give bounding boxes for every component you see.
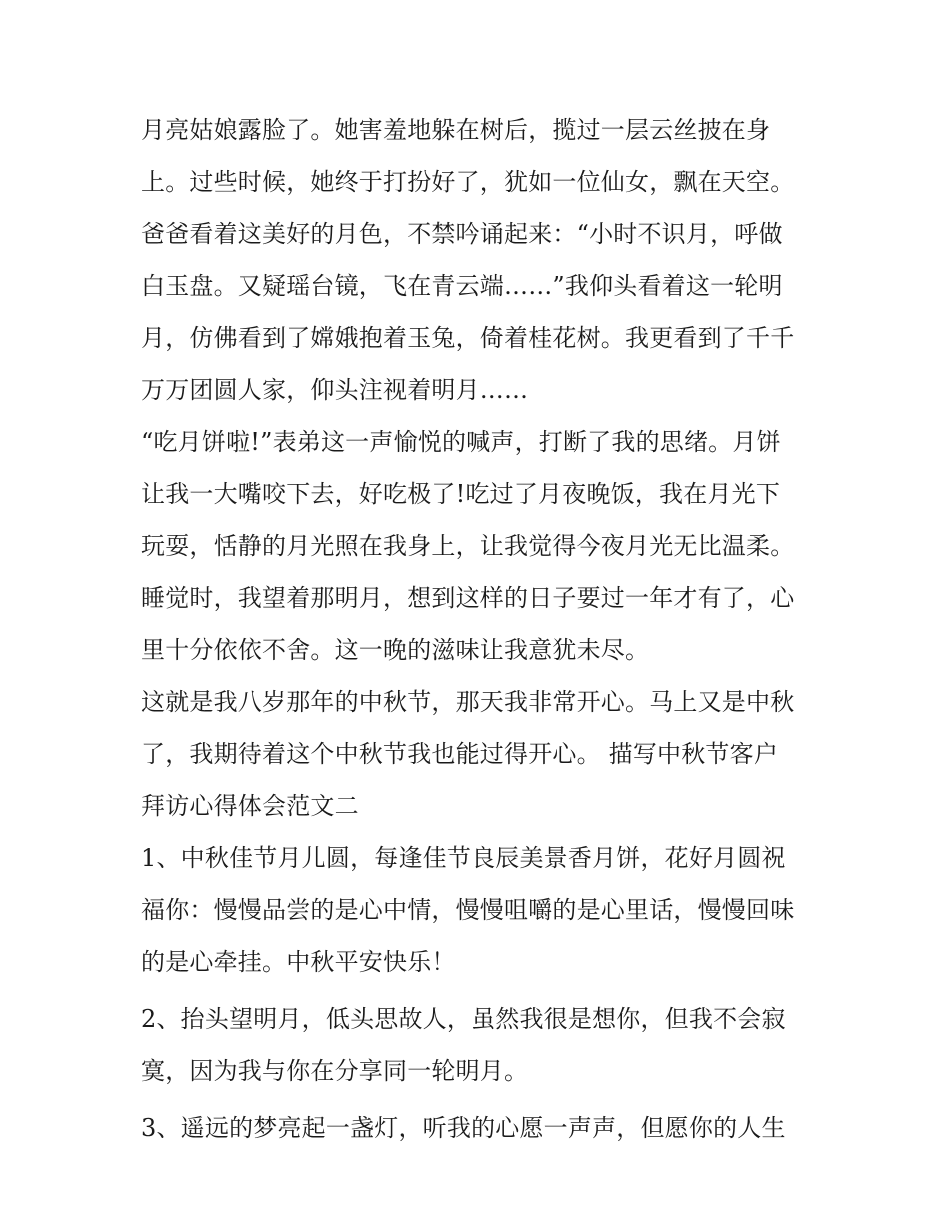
text-line: 2、抬头望明月，低头思故人，虽然我很是想你，但我不会寂 [141,1005,786,1033]
text-line: 拜访心得体会范文二 [141,792,359,820]
text-line: 1、中秋佳节月儿圆，每逢佳节良辰美景香月饼，花好月圆祝 [141,844,786,872]
text-line: 上。过些时候，她终于打扮好了，犹如一位仙女，飘在天空。 [141,168,795,196]
text-line: 爸爸看着这美好的月色，不禁吟诵起来：“小时不识月，呼做 [141,220,783,248]
text-line: 这就是我八岁那年的中秋节，那天我非常开心。马上又是中秋 [141,688,795,716]
document-body [141,104,821,1154]
text-line: 福你：慢慢品尝的是心中情，慢慢咀嚼的是心里话，慢慢回味 [141,896,795,924]
text-line: 月，仿佛看到了嫦娥抱着玉兔，倚着桂花树。我更看到了千千 [141,324,795,352]
text-line: 睡觉时，我望着那明月，想到这样的日子要过一年才有了，心 [141,584,795,612]
text-line: 寞，因为我与你在分享同一轮明月。 [141,1057,529,1085]
text-line: 3、遥远的梦亮起一盏灯，听我的心愿一声声，但愿你的人生 [141,1114,786,1142]
text-line: “吃月饼啦!”表弟这一声愉悦的喊声，打断了我的思绪。月饼 [141,428,781,456]
text-line: 月亮姑娘露脸了。她害羞地躲在树后，揽过一层云丝披在身 [141,116,771,144]
text-line: 万万团圆人家，仰头注视着明月…… [141,376,529,404]
text-line: 玩耍，恬静的月光照在我身上，让我觉得今夜月光无比温柔。 [141,532,795,560]
text-line: 的是心牵挂。中秋平安快乐！ [141,948,456,976]
text-line: 让我一大嘴咬下去，好吃极了!吃过了月夜晚饭，我在月光下 [141,480,781,508]
text-line: 里十分依依不舍。这一晚的滋味让我意犹未尽。 [141,636,650,664]
text-line: 了，我期待着这个中秋节我也能过得开心。 描写中秋节客户 [141,740,779,768]
text-line: 白玉盘。又疑瑶台镜，飞在青云端……”我仰头看着这一轮明 [141,272,783,300]
